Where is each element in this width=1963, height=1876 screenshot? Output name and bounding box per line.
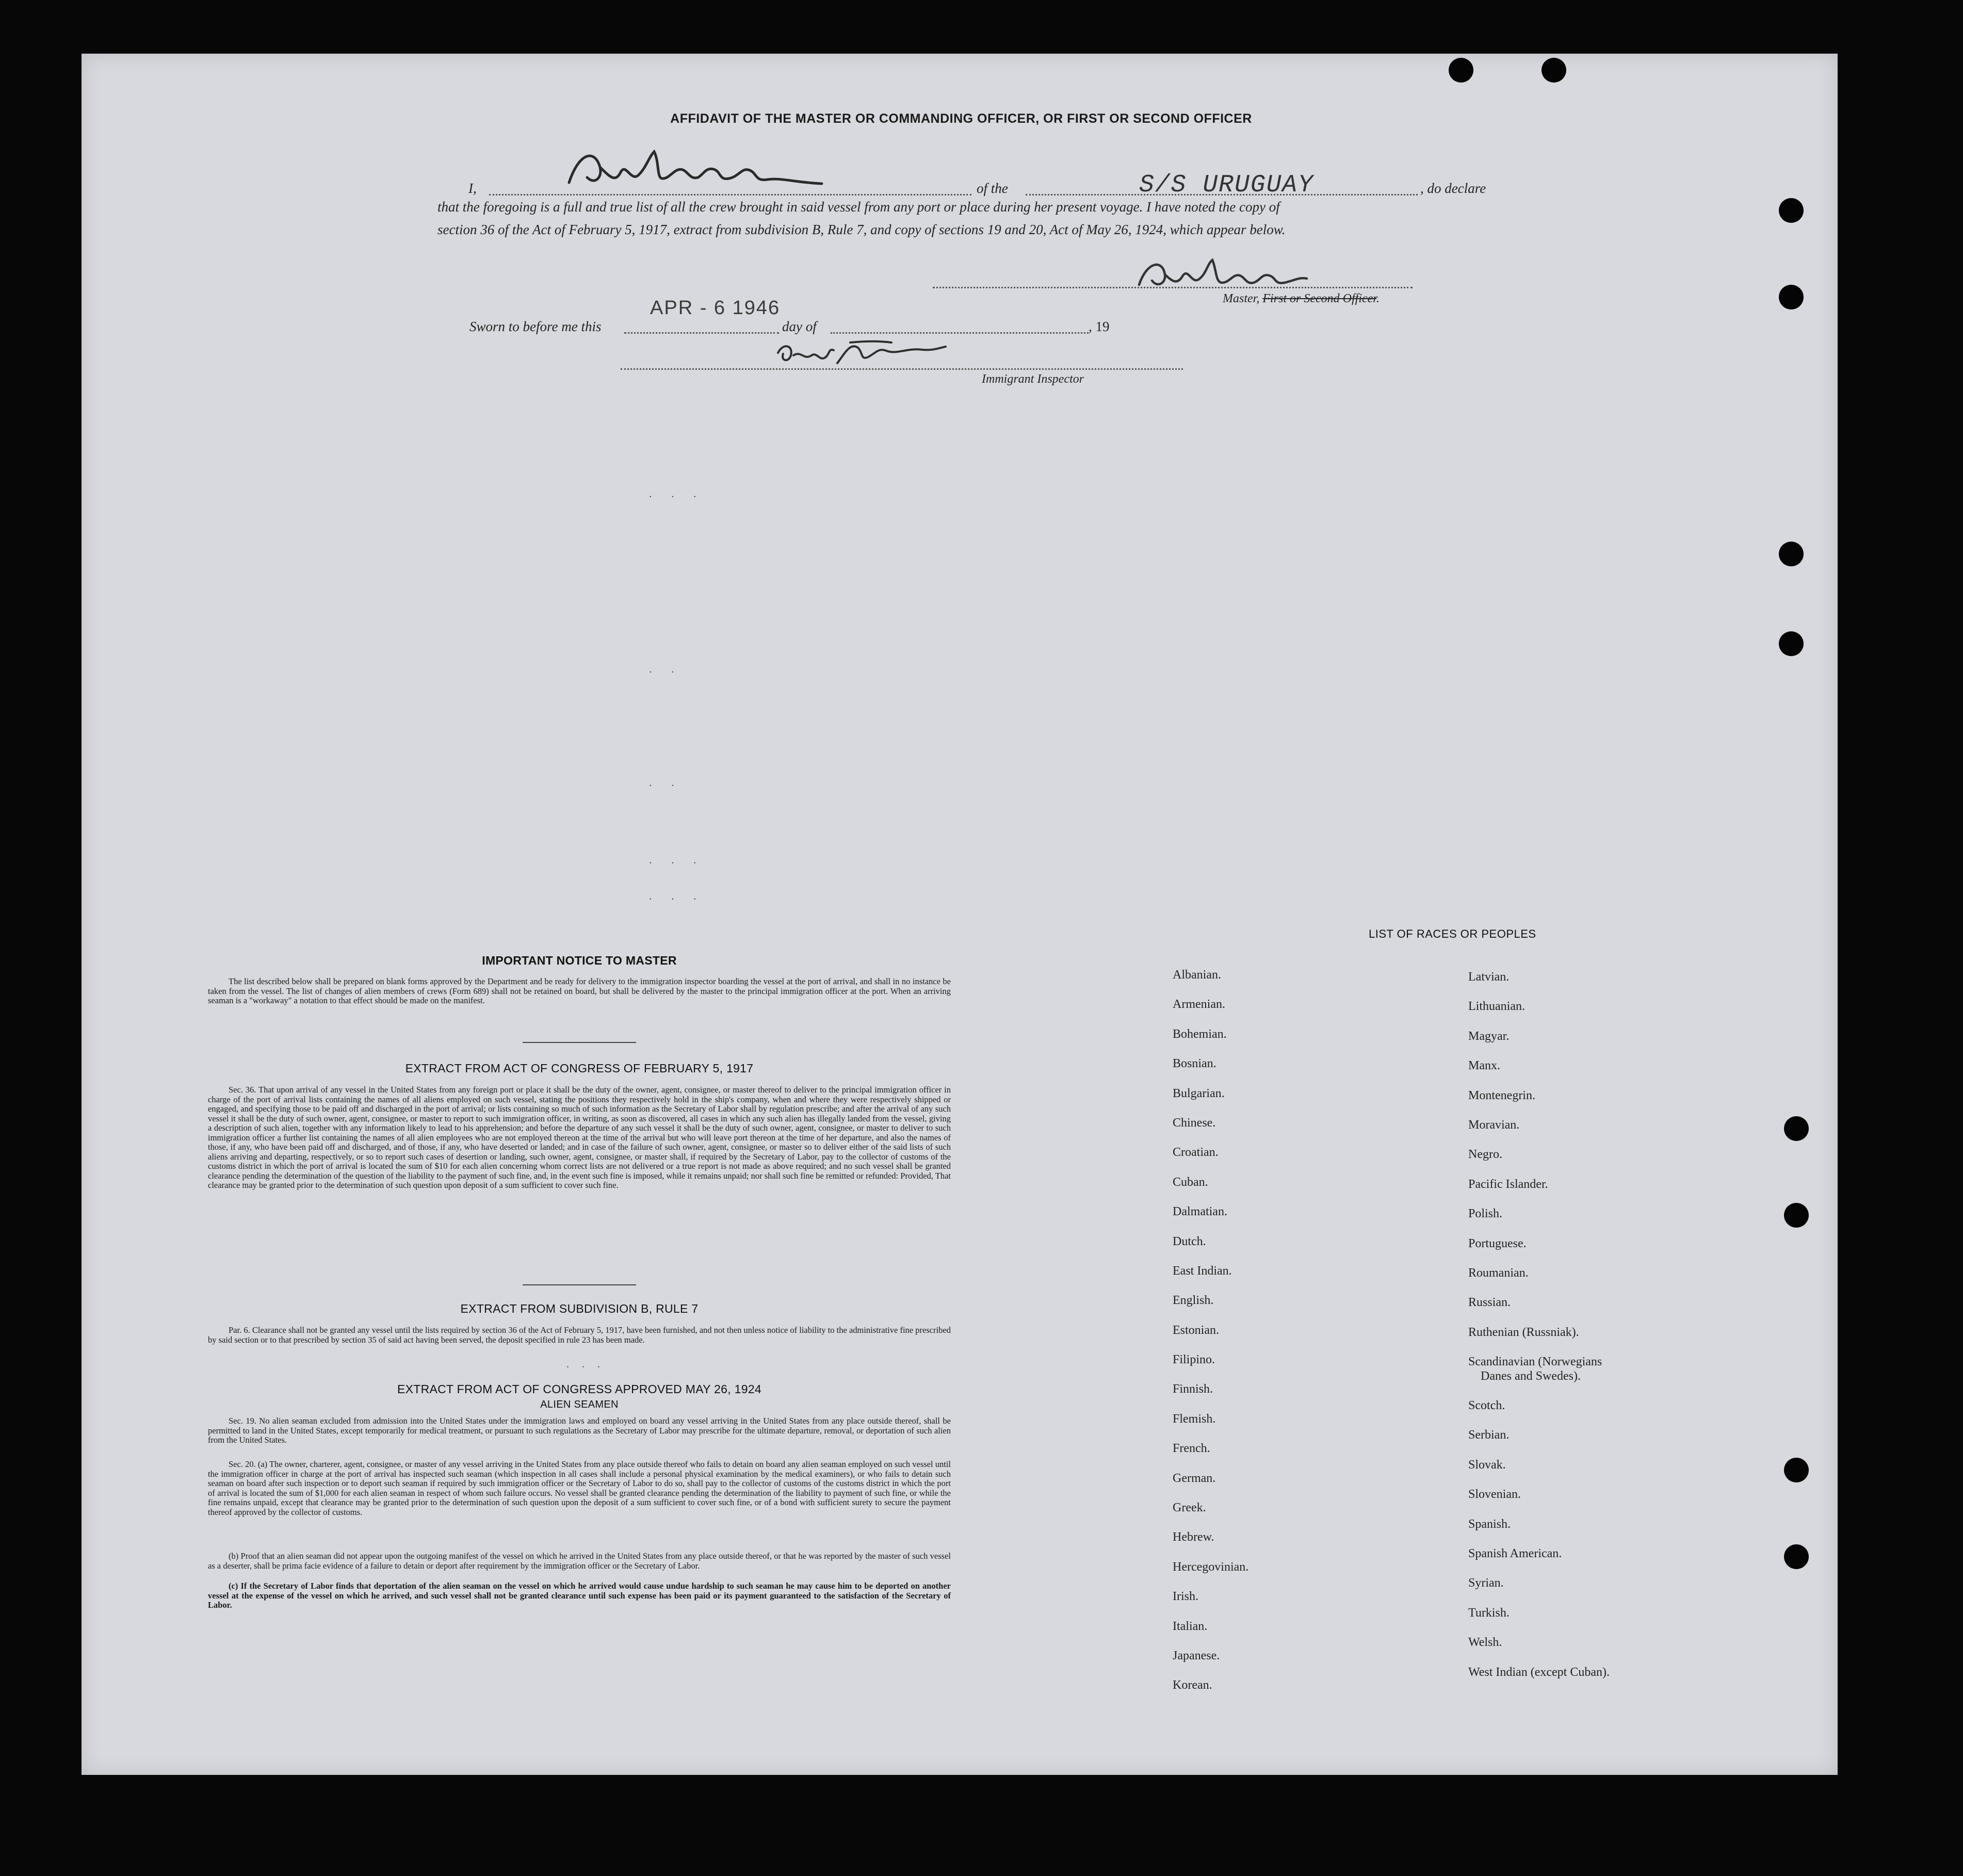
declaration-line-2: that the foregoing is a full and true list of all the crew brought in said vessel from any port or place during her present voyage. I have noted the copy of — [437, 199, 1280, 215]
day-of-label: day of — [782, 319, 817, 334]
list-item: Serbian. — [1468, 1428, 1510, 1442]
list-item: Chinese. — [1173, 1116, 1216, 1130]
list-item: Flemish. — [1173, 1412, 1216, 1426]
notice-title: IMPORTANT NOTICE TO MASTER — [482, 954, 677, 967]
punch-hole — [1784, 1203, 1809, 1228]
extract-1924-sec20a: Sec. 20. (a) The owner, charterer, agent, consignee, or master of any vessel arriving in the United States from any place outside thereof who fails to detain on board any alien seaman employed on such vessel until the immigration officer in charge at the port of arrival has inspected such seaman (which inspection in all cases shall include a personal physical examination by the medical examiners), or who fails to detain such seaman on board after such inspection or to deport such seaman if required by such immigration officer or the Secretary of Labor to do so, shall pay to the collector of customs of the customs district in which the port of arrival is located the sum of $1,000 for each alien seaman in respect of whom such failure occurs. No vessel shall be granted clearance pending the determination of the liability to payment of such fine, or while the fine remains unpaid, except that clearance may be granted prior to the determination of such question upon the deposit of a sum sufficient to cover such fine, or of a bond with sufficient surety to secure the payment thereof approved by the collector of customs. — [208, 1459, 951, 1517]
faint-dots: . . . — [649, 889, 705, 902]
extract-1917-title: EXTRACT FROM ACT OF CONGRESS OF FEBRUARY 5, 1917 — [405, 1062, 754, 1075]
list-item: Lithuanian. — [1468, 1000, 1525, 1014]
extract-1924-sec20c: (c) If the Secretary of Labor finds that deportation of the alien seaman on the vessel on which he arrived would cause undue hardship to such seaman he may cause him to be deported on another vessel at the expense of the vessel on which he arrived, and such vessel shall not be granted clearance until such expense has been paid or its payment guaranteed to the satisfaction of the Secretary of Labor. — [208, 1581, 951, 1610]
document-sheet — [82, 54, 1838, 1775]
list-item: Finnish. — [1173, 1382, 1213, 1396]
inspector-signature — [773, 332, 948, 373]
list-item: Italian. — [1173, 1619, 1208, 1633]
list-item: Polish. — [1468, 1207, 1503, 1221]
master-signature-field — [933, 287, 1413, 288]
extract-rule7-title: EXTRACT FROM SUBDIVISION B, RULE 7 — [460, 1302, 699, 1315]
races-title: LIST OF RACES OR PEOPLES — [1369, 927, 1536, 940]
master-caption: Master, First or Second Officer. — [1223, 292, 1380, 305]
punch-hole — [1779, 631, 1804, 656]
punch-hole — [1542, 58, 1566, 83]
extract-1924-title: EXTRACT FROM ACT OF CONGRESS APPROVED MAY 26, 1924 — [397, 1382, 762, 1396]
punch-hole — [1784, 1458, 1809, 1482]
list-item: Moravian. — [1468, 1118, 1520, 1132]
punch-hole — [1779, 542, 1804, 566]
extract-1924-sec20b: (b) Proof that an alien seaman did not appear upon the outgoing manifest of the vessel on which he arrived in the United States from any place outside thereof, or that he was reported by the master of such vessel as a deserter, shall be prima facie evidence of a failure to detain or deport after requirement by the immigration officer or the Secretary of Labor. — [208, 1551, 951, 1571]
list-item: Roumanian. — [1468, 1266, 1529, 1280]
divider — [523, 1284, 636, 1285]
extract-1917-text: Sec. 36. That upon arrival of any vessel in the United States from any foreign port or place it shall be the duty of the owner, agent, consignee, or master thereof to deliver to the principal immigration officer in charge of the port of arrival lists containing the names of all aliens employed on such vessel, stating the positions they respectively hold in the ship's company, when and where they were respectively shipped or engaged, and specifying those to be paid off and discharged in the port of arrival; or lists containing so much of such information as the Secretary of Labor shall by regulation prescribe; and after the arrival of any such vessel it shall be the duty of such owner, agent, consignee, or master to report to such immigration officer, in writing, as soon as discovered, all cases in which any such alien has illegally landed from the vessel, giving a description of such alien, together with any information likely to lead to his apprehension; and before the departure of any such vessel it shall be the duty of such owner, agent, consignee, or master to deliver to such immigration officer a further list containing the names of all alien employees who are not employed thereon at the time of the arrival but who will leave port thereon at the time of her departure, and also the names of those, if any, who have been paid off and discharged, and of those, if any, who have deserted or landed; and in case of the failure of such owner, agent, consignee, or master so to deliver either of the said lists of such aliens arriving and departing, respectively, or so to report such cases of desertion or landing, such owner, agent, consignee, or master shall, if required by the Secretary of Labor, pay to the collector of customs of the customs district in which the port of arrival is located the sum of $10 for each alien concerning whom correct lists are not delivered or a true report is not made as above required; and no such vessel shall be granted clearance pending the determination of the question of the liability to the payment of such fine, and, in the event such fine is imposed, while it remains unpaid; nor shall such fine be remitted or refunded: Provided, That clearance may be granted prior to the determination of such question upon deposit of a sum sufficient to cover such fine. — [208, 1085, 951, 1190]
declare-suffix: , do declare — [1420, 181, 1486, 196]
list-item: Magyar. — [1468, 1029, 1510, 1043]
vessel-name: S/S URUGUAY — [1139, 171, 1314, 199]
list-item: Latvian. — [1468, 970, 1510, 984]
list-item: Japanese. — [1173, 1649, 1220, 1662]
list-item: Portuguese. — [1468, 1236, 1527, 1250]
declaration-line-3: section 36 of the Act of February 5, 1917, extract from subdivision B, Rule 7, and copy of sections 19 and 20, Act of May 26, 1924, which appear below. — [437, 222, 1286, 237]
list-item: Russian. — [1468, 1296, 1511, 1310]
declarant-name-field — [489, 194, 971, 195]
inspector-signature-field — [621, 368, 1183, 370]
list-item: German. — [1173, 1471, 1216, 1485]
list-item: Korean. — [1173, 1678, 1212, 1692]
list-item: Armenian. — [1173, 998, 1225, 1012]
sworn-stamp-date: APR - 6 1946 — [650, 297, 781, 319]
inspector-caption: Immigrant Inspector — [982, 372, 1084, 386]
extract-1924-sec19: Sec. 19. No alien seaman excluded from admission into the United States under the immigration laws and employed on board any vessel arriving in the United States from any place outside thereof, shall be permitted to land in the United States, except temporarily for medical treatment, or pursuant to such regulations as the Secretary of Labor may prescribe for the ultimate departure, removal, or deportation of such alien from the United States. — [208, 1416, 951, 1445]
sworn-prefix: Sworn to before me this — [469, 319, 602, 334]
punch-hole — [1784, 1544, 1809, 1569]
list-item: Hercegovinian. — [1173, 1560, 1249, 1574]
list-item: Dutch. — [1173, 1234, 1206, 1248]
list-item: Irish. — [1173, 1590, 1198, 1604]
divider-dots: . . . — [566, 1359, 605, 1370]
list-item: Bulgarian. — [1173, 1086, 1225, 1100]
races-left-column — [1173, 968, 1431, 1708]
list-item: Hebrew. — [1173, 1530, 1214, 1544]
punch-hole — [1779, 285, 1804, 309]
punch-hole — [1779, 198, 1804, 223]
list-item: Scandinavian (Norwegians Danes and Swedes). — [1468, 1355, 1602, 1383]
declarant-prefix: I, — [468, 181, 477, 196]
punch-hole — [1449, 58, 1473, 83]
list-item: Slovak. — [1468, 1458, 1506, 1472]
list-item: Ruthenian (Russniak). — [1468, 1325, 1579, 1339]
divider — [523, 1042, 636, 1043]
sworn-year: , 19 — [1089, 319, 1110, 334]
list-item: Estonian. — [1173, 1323, 1219, 1337]
list-item: Croatian. — [1173, 1146, 1219, 1160]
list-item: Slovenian. — [1468, 1488, 1521, 1502]
notice-text: The list described below shall be prepared on blank forms approved by the Department and be ready for delivery to the immigration inspector boarding the vessel at the port of arrival, and shall in no instance be taken from the vessel. The list of changes of alien members of crews (Form 689) shall not be retained on board, but shall be delivered by the master to the principal immigration officer at the port. When an arriving seaman is a "workaway" a notation to that effect should be made on the manifest. — [208, 976, 951, 1005]
list-item: Manx. — [1468, 1059, 1500, 1073]
faint-dots: . . . — [649, 853, 705, 866]
affidavit-title: AFFIDAVIT OF THE MASTER OR COMMANDING OFFICER, OR FIRST OR SECOND OFFICER — [670, 111, 1252, 126]
list-item: Scotch. — [1468, 1399, 1505, 1413]
faint-dots: . . — [649, 662, 683, 675]
list-item: Montenegrin. — [1468, 1088, 1535, 1102]
list-item: Greek. — [1173, 1501, 1206, 1515]
races-right-column — [1468, 970, 1737, 1694]
list-item: Bohemian. — [1173, 1027, 1227, 1041]
list-item: Pacific Islander. — [1468, 1177, 1548, 1191]
of-the-label: of the — [977, 181, 1008, 196]
list-item: Albanian. — [1173, 968, 1221, 982]
list-item: East Indian. — [1173, 1264, 1232, 1278]
list-item: Negro. — [1468, 1148, 1502, 1162]
declarant-signature — [564, 146, 832, 193]
list-item: Spanish. — [1468, 1517, 1511, 1531]
extract-rule7-text: Par. 6. Clearance shall not be granted any vessel until the lists required by section 36 of the Act of February 5, 1917, have been furnished, and not then unless notice of liability to the administrative fine prescribed by said section or to that prescribed by section 35 of said act having been served, the deposit specified in rule 23 has been made. — [208, 1325, 951, 1345]
list-item: Cuban. — [1173, 1175, 1208, 1189]
sworn-day-field — [624, 332, 779, 334]
list-item: Filipino. — [1173, 1353, 1215, 1367]
list-item: West Indian (except Cuban). — [1468, 1665, 1610, 1679]
faint-dots: . . . — [649, 487, 705, 500]
list-item: Spanish American. — [1468, 1547, 1562, 1561]
list-item: Welsh. — [1468, 1636, 1502, 1650]
master-signature — [1134, 254, 1309, 295]
list-item: Syrian. — [1468, 1576, 1504, 1590]
faint-dots: . . — [649, 776, 683, 789]
list-item: Dalmatian. — [1173, 1205, 1227, 1219]
list-item: Bosnian. — [1173, 1057, 1216, 1071]
list-item: French. — [1173, 1442, 1210, 1456]
punch-hole — [1784, 1116, 1809, 1141]
extract-1924-subtitle: ALIEN SEAMEN — [540, 1399, 619, 1410]
list-item: Turkish. — [1468, 1606, 1510, 1620]
list-item: English. — [1173, 1294, 1214, 1308]
